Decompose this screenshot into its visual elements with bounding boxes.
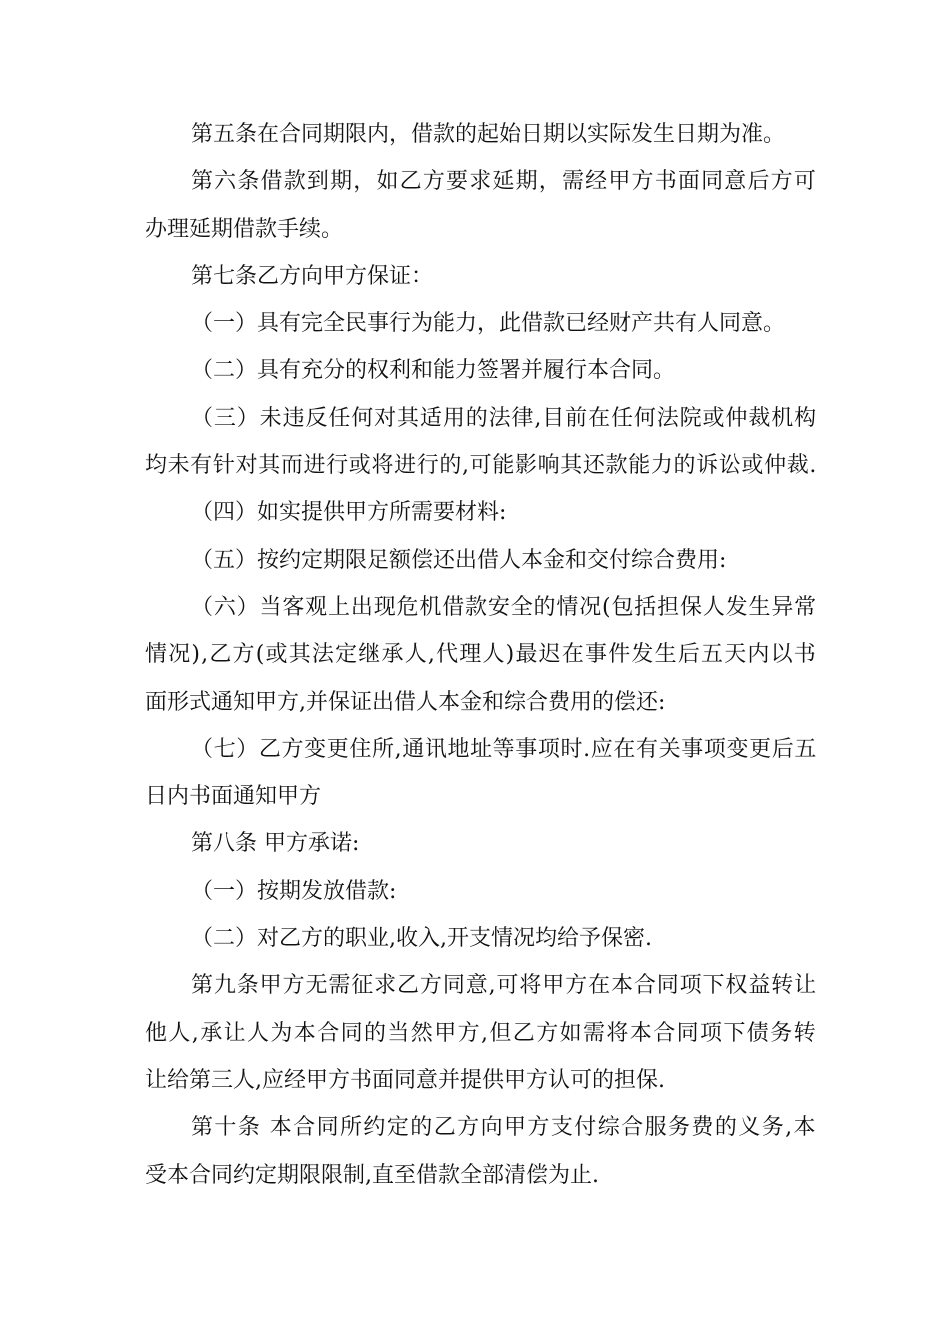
article-5-line-1 — [145, 111, 817, 158]
article-8-heading — [145, 820, 817, 867]
article-7-item-4 — [145, 489, 817, 536]
article-8-item-1 — [145, 868, 817, 915]
article-7-item-6-line-3 — [145, 679, 817, 726]
article-9-line-3 — [145, 1057, 817, 1104]
line-text: （二）具有充分的权利和能力签署并履行本合同。 — [191, 358, 676, 384]
article-7-item-3-line-2 — [145, 442, 817, 489]
line-text: 办理延期借款手续。 — [145, 216, 344, 242]
line-text: 日内书面通知甲方 — [145, 784, 322, 810]
line-text: 情况),乙方(或其法定继承人,代理人)最迟在事件发生后五天内以书 — [145, 642, 817, 668]
line-text: （七）乙方变更住所,通讯地址等事项时.应在有关事项变更后五 — [191, 736, 817, 762]
article-7-item-2 — [145, 347, 817, 394]
article-7-item-7-line-2 — [145, 773, 817, 820]
contract-text — [145, 111, 817, 1199]
line-text: （四）如实提供甲方所需要材料: — [191, 500, 507, 526]
article-9-line-1 — [145, 962, 817, 1009]
article-9-line-2 — [145, 1010, 817, 1057]
line-text: 第七条乙方向甲方保证： — [191, 263, 434, 289]
line-text: 面形式通知甲方,并保证出借人本金和综合费用的偿还: — [145, 689, 666, 715]
article-7-heading — [145, 253, 817, 300]
line-text: （一）具有完全民事行为能力，此借款已经财产共有人同意。 — [191, 311, 786, 337]
article-7-item-3-line-1 — [145, 395, 817, 442]
article-10-line-1 — [145, 1104, 817, 1151]
line-text: （六）当客观上出现危机借款安全的情况(包括担保人发生异常 — [191, 594, 817, 620]
line-text: 第九条甲方无需征求乙方同意,可将甲方在本合同项下权益转让 — [191, 973, 817, 999]
article-6-line-2 — [145, 206, 817, 253]
line-text: 第六条借款到期，如乙方要求延期，需经甲方书面同意后方可 — [191, 169, 817, 195]
line-text: 第十条 本合同所约定的乙方向甲方支付综合服务费的义务,本 — [191, 1115, 817, 1141]
article-7-item-7-line-1 — [145, 726, 817, 773]
line-text: 受本合同约定期限限制,直至借款全部清偿为止. — [145, 1162, 599, 1188]
line-text: 让给第三人,应经甲方书面同意并提供甲方认可的担保. — [145, 1067, 665, 1093]
line-text: 第五条在合同期限内，借款的起始日期以实际发生日期为准。 — [191, 122, 786, 147]
line-text: （五）按约定期限足额偿还出借人本金和交付综合费用: — [191, 547, 727, 573]
article-6-line-1 — [145, 158, 817, 205]
line-text: 均未有针对其而进行或将进行的,可能影响其还款能力的诉讼或仲裁. — [145, 453, 817, 479]
line-text: 他人,承让人为本合同的当然甲方,但乙方如需将本合同项下债务转 — [145, 1020, 817, 1046]
article-7-item-6-line-1 — [145, 584, 817, 631]
article-8-item-2 — [145, 915, 817, 962]
line-text: （三）未违反任何对其适用的法律,目前在任何法院或仲裁机构 — [191, 405, 817, 431]
line-text: 第八条 甲方承诺: — [191, 831, 360, 857]
line-text: （一）按期发放借款: — [191, 878, 397, 904]
line-text: （二）对乙方的职业,收入,开支情况均给予保密. — [191, 926, 652, 952]
article-10-line-2 — [145, 1152, 817, 1199]
article-7-item-1 — [145, 300, 817, 347]
article-7-item-6-line-2 — [145, 631, 817, 678]
article-7-item-5 — [145, 537, 817, 584]
